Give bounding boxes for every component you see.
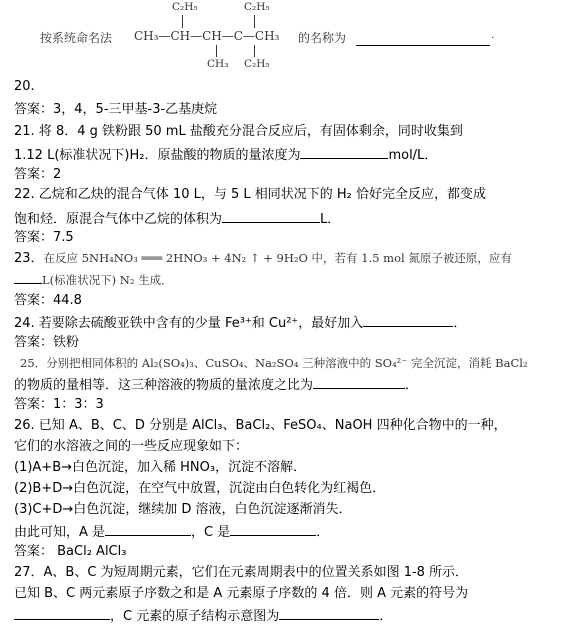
q26-answer: 答案： BaCl₂ AlCl₃ [14,544,127,559]
q26-line2: 它们的水溶液之间的一些反应现象如下： [14,439,249,454]
q26-item1: (1)A+B→白色沉淀，加入稀 HNO₃，沉淀不溶解． [14,460,307,475]
q21-line2: 1.12 L(标准状况下)H₂．原盐酸的物质的量浓度为 mol/L． [14,145,437,165]
q20-bottom-substituent-2: C₂H₅ [244,58,270,70]
q26-item3: (3)C+D→白色沉淀，继续加 D 溶液，白色沉淀逐渐消失． [14,502,352,517]
q24-answer-blank [363,313,453,327]
q21-line1: 21. 将 8．4 g 铁粉跟 50 mL 盐酸充分混合反应后，有固体剩余，同时收集到 [14,124,463,139]
q27-line2: 已知 B、C 两元素原子序数之和是 A 元素原子序数的 4 倍．则 A 元素的符号为 [14,586,469,601]
q23-line2: L(标准状况下) N₂ 生成． [14,270,173,290]
q23-line1: 23．在反应 5NH₄NO₃ ═══ 2HNO₃ + 4N₂ ↑ + 9H₂O 中，若有 1.5 mol 氮原子被还原，应有 [14,251,512,266]
q25-line1: 25．分别把相同体积的 Al₂(SO₄)₃、CuSO₄、Na₂SO₄ 三种溶液中的 SO₄²⁻ 完全沉淀，消耗 BaCl₂ [20,356,528,370]
q27-line3: ，C 元素的原子结构示意图为 ． [14,606,392,626]
q20-answer-blank [356,32,490,46]
q22-line2: 饱和烃．原混合气体中乙烷的体积为 L． [14,209,340,229]
q20-prefix: 按系统命名法 [40,31,113,45]
q22-line1: 22. 乙烷和乙炔的混合气体 10 L，与 5 L 相同状况下的 H₂ 恰好完全反应，都变成 [14,187,487,202]
q26-blank-c [230,522,316,536]
q20-suffix: 的名称为 [298,31,347,45]
q23-answer: 答案：44.8 [14,293,82,308]
q22-answer: 答案：7.5 [14,230,74,245]
q27-blank-c [279,606,379,620]
q20-bond-top-2 [254,15,255,28]
q20-bond-bottom-2 [254,45,255,57]
q20-bond-top-1 [182,15,183,28]
q27-blank-a [14,606,110,620]
q25-answer: 答案：1：3：3 [14,397,104,412]
q25-line2: 的物质的量相等．这三种溶液的物质的量浓度之比为 ． [14,375,418,395]
q24-answer: 答案：铁粉 [14,335,80,350]
q25-answer-blank [313,375,405,389]
q20-answer: 答案：3，4，5-三甲基-3-乙基庚烷 [14,102,218,117]
q20-bottom-substituent-1: CH₃ [207,58,229,70]
q21-answer: 答案：2 [14,167,62,182]
q20-main-chain: CH₃—CH—CH—C—CH₃ [134,29,280,43]
q26-item2: (2)B+D→白色沉淀，在空气中放置，沉淀由白色转化为红褐色． [14,481,386,496]
q23-answer-blank [14,270,42,284]
q22-answer-blank [222,209,320,223]
q26-blank-a [105,522,191,536]
q20-top-substituent-1: C₂H₅ [172,1,198,13]
q27-line1: 27．A、B、C 为短周期元素，它们在元素周期表中的位置关系如图 1-8 所示． [14,565,469,580]
q20-number: 20. [14,79,35,94]
q26-conclusion: 由此可知，A 是 ，C 是 ． [14,522,329,542]
q26-line1: 26. 已知 A、B、C、D 分别是 AlCl₃、BaCl₂、FeSO₄、NaOH 四种化合物中的一种， [14,418,507,433]
q20-top-substituent-2: C₂H₅ [244,1,270,13]
q21-answer-blank [300,145,388,159]
q24-line1: 24. 若要除去硫酸亚铁中含有的少量 Fe³⁺和 Cu²⁺，最好加入 ． [14,313,466,333]
q20-bond-bottom-1 [216,45,217,57]
